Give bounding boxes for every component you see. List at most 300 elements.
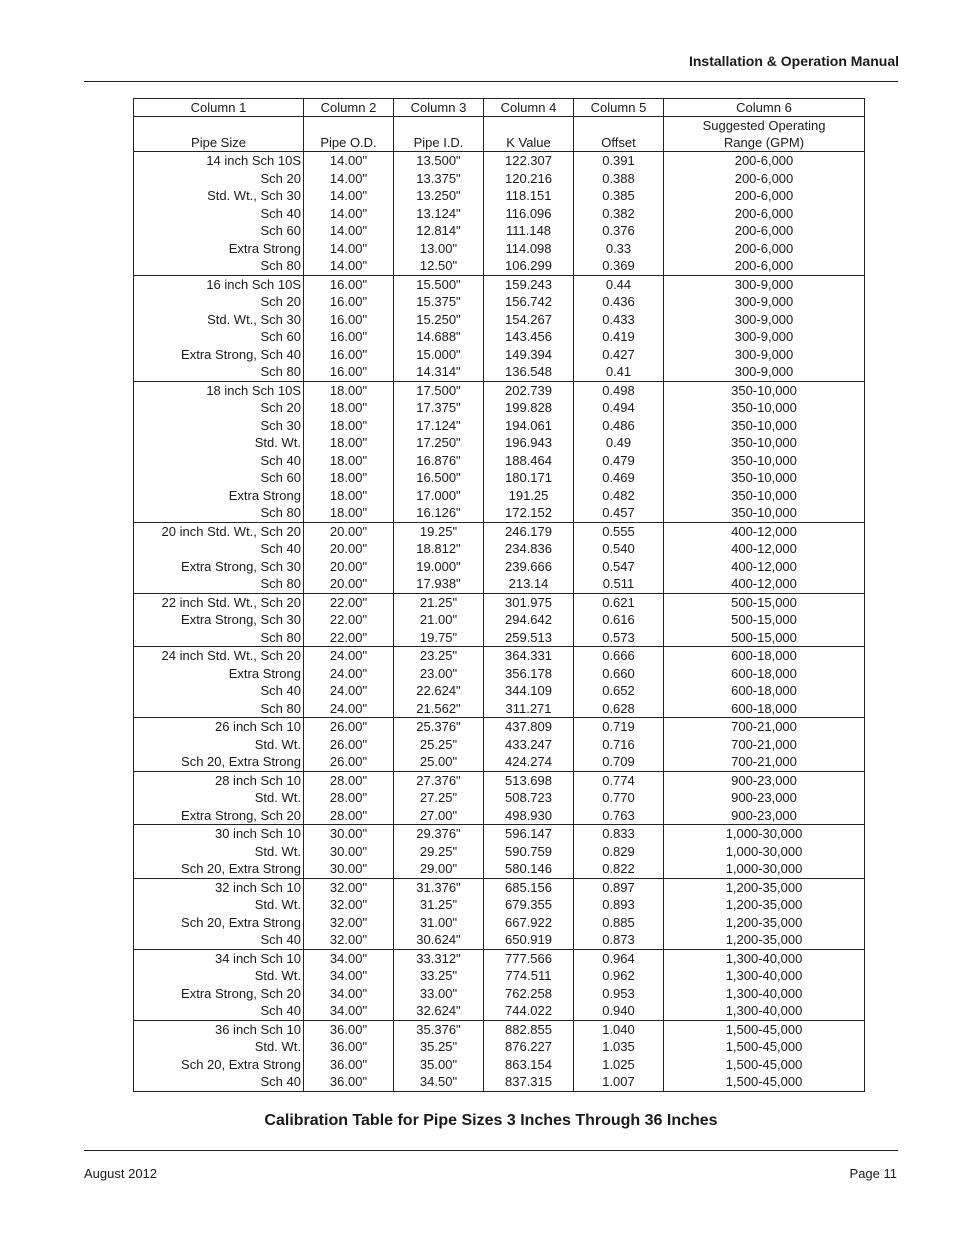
table-row xyxy=(134,434,865,452)
pipe-size-group xyxy=(134,275,865,381)
table-cell: 14.00" xyxy=(304,170,394,188)
table-cell: Std. Wt. xyxy=(134,434,304,452)
table-cell: 1,500-45,000 xyxy=(664,1073,865,1091)
table-cell: 14.00" xyxy=(304,257,394,275)
table-cell: Std. Wt., Sch 30 xyxy=(134,311,304,329)
column-label-row xyxy=(134,117,865,152)
table-cell: 596.147 xyxy=(484,825,574,843)
table-cell: 20 inch Std. Wt., Sch 20 xyxy=(134,522,304,540)
table-cell: 364.331 xyxy=(484,647,574,665)
table-cell: 29.376" xyxy=(394,825,484,843)
table-cell: 16.00" xyxy=(304,311,394,329)
table-cell: Extra Strong xyxy=(134,665,304,683)
table-cell: 1,500-45,000 xyxy=(664,1038,865,1056)
table-cell: 0.479 xyxy=(574,452,664,470)
table-cell: 34.00" xyxy=(304,967,394,985)
table-cell: Extra Strong, Sch 30 xyxy=(134,558,304,576)
table-cell: 0.494 xyxy=(574,399,664,417)
table-cell: 300-9,000 xyxy=(664,363,865,381)
table-cell: 0.391 xyxy=(574,152,664,170)
table-cell: 1,300-40,000 xyxy=(664,967,865,985)
table-cell: 246.179 xyxy=(484,522,574,540)
table-cell: Sch 60 xyxy=(134,469,304,487)
table-cell: Extra Strong, Sch 20 xyxy=(134,985,304,1003)
table-cell: 16.00" xyxy=(304,275,394,293)
table-cell: Extra Strong, Sch 40 xyxy=(134,346,304,364)
table-cell: 33.312" xyxy=(394,949,484,967)
table-cell: 32 inch Sch 10 xyxy=(134,878,304,896)
table-cell: 1,000-30,000 xyxy=(664,860,865,878)
table-cell: 26 inch Sch 10 xyxy=(134,718,304,736)
table-row xyxy=(134,417,865,435)
table-cell: 13.250" xyxy=(394,187,484,205)
table-cell: 19.000" xyxy=(394,558,484,576)
table-cell: Sch 40 xyxy=(134,1002,304,1020)
table-cell: 0.621 xyxy=(574,593,664,611)
table-row xyxy=(134,985,865,1003)
table-cell: 35.376" xyxy=(394,1020,484,1038)
pipe-size-group xyxy=(134,771,865,825)
table-cell: 36.00" xyxy=(304,1020,394,1038)
table-cell: 1,000-30,000 xyxy=(664,825,865,843)
table-cell: Sch 40 xyxy=(134,1073,304,1091)
table-cell: 16.00" xyxy=(304,363,394,381)
table-cell: 22 inch Std. Wt., Sch 20 xyxy=(134,593,304,611)
table-cell: 19.25" xyxy=(394,522,484,540)
table-cell: Sch 80 xyxy=(134,363,304,381)
table-cell: 350-10,000 xyxy=(664,434,865,452)
table-cell: 200-6,000 xyxy=(664,152,865,170)
table-row xyxy=(134,878,865,896)
table-caption: Calibration Table for Pipe Sizes 3 Inches Through 36 Inches xyxy=(264,1112,718,1129)
table-row xyxy=(134,1038,865,1056)
table-cell: Sch 60 xyxy=(134,222,304,240)
table-cell: Extra Strong xyxy=(134,240,304,258)
table-cell: 18.812" xyxy=(394,540,484,558)
column-number: Column 2 xyxy=(304,99,394,117)
table-row xyxy=(134,736,865,754)
table-cell: 0.41 xyxy=(574,363,664,381)
table-cell: 1,500-45,000 xyxy=(664,1056,865,1074)
table-cell: Std. Wt., Sch 30 xyxy=(134,187,304,205)
table-cell: 27.376" xyxy=(394,771,484,789)
table-cell: 34 inch Sch 10 xyxy=(134,949,304,967)
table-row xyxy=(134,275,865,293)
table-cell: 200-6,000 xyxy=(664,187,865,205)
table-cell: Extra Strong, Sch 30 xyxy=(134,611,304,629)
table-cell: 13.375" xyxy=(394,170,484,188)
table-cell: 24.00" xyxy=(304,700,394,718)
table-row xyxy=(134,452,865,470)
table-cell: 23.25" xyxy=(394,647,484,665)
table-cell: 16.500" xyxy=(394,469,484,487)
table-row xyxy=(134,825,865,843)
table-cell: 34.50" xyxy=(394,1073,484,1091)
table-row xyxy=(134,152,865,170)
table-cell: 0.616 xyxy=(574,611,664,629)
table-cell: 0.555 xyxy=(574,522,664,540)
table-cell: 0.885 xyxy=(574,914,664,932)
pipe-size-group xyxy=(134,1020,865,1091)
table-cell: 32.00" xyxy=(304,878,394,896)
table-cell: 259.513 xyxy=(484,629,574,647)
table-cell: 1.025 xyxy=(574,1056,664,1074)
table-cell: Extra Strong, Sch 20 xyxy=(134,807,304,825)
table-cell: 0.573 xyxy=(574,629,664,647)
table-row xyxy=(134,205,865,223)
table-row xyxy=(134,1020,865,1038)
table-row xyxy=(134,665,865,683)
pipe-size-group xyxy=(134,522,865,593)
table-row xyxy=(134,931,865,949)
table-row xyxy=(134,170,865,188)
table-cell: 200-6,000 xyxy=(664,170,865,188)
column-label-k-value: K Value xyxy=(484,117,574,152)
table-row xyxy=(134,469,865,487)
table-cell: 24.00" xyxy=(304,682,394,700)
table-cell: 13.124" xyxy=(394,205,484,223)
table-cell: 350-10,000 xyxy=(664,504,865,522)
table-cell: 28.00" xyxy=(304,807,394,825)
table-cell: 29.00" xyxy=(394,860,484,878)
table-cell: 17.000" xyxy=(394,487,484,505)
table-cell: 0.385 xyxy=(574,187,664,205)
table-cell: 837.315 xyxy=(484,1073,574,1091)
table-cell: 500-15,000 xyxy=(664,629,865,647)
table-cell: 17.124" xyxy=(394,417,484,435)
table-cell: 14.00" xyxy=(304,152,394,170)
table-cell: 0.382 xyxy=(574,205,664,223)
table-cell: 14.314" xyxy=(394,363,484,381)
table-cell: 0.719 xyxy=(574,718,664,736)
table-cell: Sch 80 xyxy=(134,629,304,647)
table-cell: 350-10,000 xyxy=(664,381,865,399)
pipe-size-group xyxy=(134,718,865,772)
table-cell: 876.227 xyxy=(484,1038,574,1056)
table-cell: 18.00" xyxy=(304,469,394,487)
table-cell: 0.511 xyxy=(574,575,664,593)
table-cell: 400-12,000 xyxy=(664,540,865,558)
table-cell: 0.49 xyxy=(574,434,664,452)
table-cell: Std. Wt. xyxy=(134,896,304,914)
table-cell: 36 inch Sch 10 xyxy=(134,1020,304,1038)
table-cell: 12.50" xyxy=(394,257,484,275)
table-cell: 25.25" xyxy=(394,736,484,754)
table-cell: 26.00" xyxy=(304,736,394,754)
operating-range-label-line2: Range (GPM) xyxy=(723,135,805,150)
table-cell: 32.00" xyxy=(304,896,394,914)
table-cell: 120.216 xyxy=(484,170,574,188)
table-row xyxy=(134,540,865,558)
table-row xyxy=(134,771,865,789)
table-cell: 35.00" xyxy=(394,1056,484,1074)
table-cell: 33.25" xyxy=(394,967,484,985)
table-row xyxy=(134,949,865,967)
table-row xyxy=(134,328,865,346)
table-cell: 1.035 xyxy=(574,1038,664,1056)
table-header xyxy=(134,99,865,152)
table-cell: 18.00" xyxy=(304,452,394,470)
pipe-size-group xyxy=(134,825,865,879)
table-cell: 400-12,000 xyxy=(664,558,865,576)
table-cell: 0.833 xyxy=(574,825,664,843)
table-cell: 0.774 xyxy=(574,771,664,789)
table-cell: 300-9,000 xyxy=(664,311,865,329)
table-cell: 114.098 xyxy=(484,240,574,258)
table-cell: 34.00" xyxy=(304,1002,394,1020)
column-number-row xyxy=(134,99,865,117)
table-cell: 12.814" xyxy=(394,222,484,240)
table-cell: 18.00" xyxy=(304,381,394,399)
table-cell: 20.00" xyxy=(304,558,394,576)
table-cell: 24 inch Std. Wt., Sch 20 xyxy=(134,647,304,665)
table-cell: 36.00" xyxy=(304,1038,394,1056)
table-cell: 0.486 xyxy=(574,417,664,435)
table-cell: 0.469 xyxy=(574,469,664,487)
table-cell: 300-9,000 xyxy=(664,346,865,364)
table-cell: 18.00" xyxy=(304,434,394,452)
table-cell: 32.00" xyxy=(304,931,394,949)
table-cell: 350-10,000 xyxy=(664,452,865,470)
table-cell: 1,200-35,000 xyxy=(664,896,865,914)
pipe-size-group xyxy=(134,949,865,1020)
table-cell: 433.247 xyxy=(484,736,574,754)
table-cell: 0.716 xyxy=(574,736,664,754)
table-cell: 0.829 xyxy=(574,843,664,861)
table-cell: 26.00" xyxy=(304,753,394,771)
table-cell: 685.156 xyxy=(484,878,574,896)
table-cell: 0.893 xyxy=(574,896,664,914)
table-cell: 0.498 xyxy=(574,381,664,399)
table-cell: 196.943 xyxy=(484,434,574,452)
table-row xyxy=(134,629,865,647)
table-cell: 23.00" xyxy=(394,665,484,683)
table-cell: Std. Wt. xyxy=(134,967,304,985)
table-cell: 234.836 xyxy=(484,540,574,558)
table-cell: 22.00" xyxy=(304,629,394,647)
table-cell: Std. Wt. xyxy=(134,736,304,754)
table-cell: 590.759 xyxy=(484,843,574,861)
table-cell: 36.00" xyxy=(304,1073,394,1091)
table-cell: 0.770 xyxy=(574,789,664,807)
table-cell: 159.243 xyxy=(484,275,574,293)
table-cell: Sch 80 xyxy=(134,700,304,718)
table-cell: 0.369 xyxy=(574,257,664,275)
table-row xyxy=(134,1002,865,1020)
table-cell: 199.828 xyxy=(484,399,574,417)
table-cell: 188.464 xyxy=(484,452,574,470)
table-cell: 18.00" xyxy=(304,417,394,435)
table-cell: 16.126" xyxy=(394,504,484,522)
table-cell: Sch 40 xyxy=(134,540,304,558)
table-cell: 0.540 xyxy=(574,540,664,558)
table-row xyxy=(134,346,865,364)
table-cell: Sch 80 xyxy=(134,504,304,522)
table-cell: 156.742 xyxy=(484,293,574,311)
table-cell: 27.25" xyxy=(394,789,484,807)
table-cell: 25.376" xyxy=(394,718,484,736)
table-cell: 31.00" xyxy=(394,914,484,932)
table-row xyxy=(134,753,865,771)
table-cell: 0.376 xyxy=(574,222,664,240)
table-cell: 202.739 xyxy=(484,381,574,399)
table-cell: 14.00" xyxy=(304,222,394,240)
page-number: Page 11 xyxy=(849,1166,897,1181)
pipe-size-group xyxy=(134,593,865,647)
table-cell: 14.00" xyxy=(304,240,394,258)
table-cell: 14 inch Sch 10S xyxy=(134,152,304,170)
table-cell: Sch 30 xyxy=(134,417,304,435)
pipe-size-group xyxy=(134,878,865,949)
table-cell: 498.930 xyxy=(484,807,574,825)
table-cell: 31.25" xyxy=(394,896,484,914)
table-cell: 34.00" xyxy=(304,949,394,967)
column-number: Column 3 xyxy=(394,99,484,117)
table-cell: 16.00" xyxy=(304,346,394,364)
table-cell: 14.00" xyxy=(304,205,394,223)
table-cell: Sch 20 xyxy=(134,293,304,311)
table-cell: 580.146 xyxy=(484,860,574,878)
table-cell: Sch 40 xyxy=(134,931,304,949)
table-cell: 15.000" xyxy=(394,346,484,364)
operating-range-label-line1: Suggested Operating xyxy=(702,118,826,133)
table-cell: 26.00" xyxy=(304,718,394,736)
table-cell: 300-9,000 xyxy=(664,328,865,346)
table-cell: 32.00" xyxy=(304,914,394,932)
table-cell: 200-6,000 xyxy=(664,222,865,240)
table-cell: 311.271 xyxy=(484,700,574,718)
table-cell: 180.171 xyxy=(484,469,574,487)
table-cell: 600-18,000 xyxy=(664,647,865,665)
table-cell: 18 inch Sch 10S xyxy=(134,381,304,399)
manual-title: Installation & Operation Manual xyxy=(688,53,899,69)
table-cell: 143.456 xyxy=(484,328,574,346)
table-cell: 149.394 xyxy=(484,346,574,364)
table-cell: 900-23,000 xyxy=(664,807,865,825)
column-label-operating-range xyxy=(664,117,865,152)
pipe-size-group xyxy=(134,381,865,522)
table-row xyxy=(134,682,865,700)
table-cell: 356.178 xyxy=(484,665,574,683)
table-cell: 22.00" xyxy=(304,611,394,629)
table-cell: 350-10,000 xyxy=(664,487,865,505)
table-row xyxy=(134,240,865,258)
table-cell: 650.919 xyxy=(484,931,574,949)
table-cell: Sch 20 xyxy=(134,170,304,188)
table-cell: 350-10,000 xyxy=(664,399,865,417)
pipe-size-group xyxy=(134,647,865,718)
table-row xyxy=(134,593,865,611)
table-cell: 14.00" xyxy=(304,187,394,205)
table-cell: 19.75" xyxy=(394,629,484,647)
table-cell: 28.00" xyxy=(304,789,394,807)
table-row xyxy=(134,293,865,311)
table-cell: Std. Wt. xyxy=(134,789,304,807)
table-cell: Sch 20, Extra Strong xyxy=(134,860,304,878)
table-cell: 0.436 xyxy=(574,293,664,311)
header-divider xyxy=(84,81,898,82)
table-cell: 1,300-40,000 xyxy=(664,1002,865,1020)
pipe-size-group xyxy=(134,152,865,276)
column-label-pipe-id: Pipe I.D. xyxy=(394,117,484,152)
table-cell: 200-6,000 xyxy=(664,240,865,258)
table-cell: 0.33 xyxy=(574,240,664,258)
table-cell: 13.500" xyxy=(394,152,484,170)
table-cell: Sch 40 xyxy=(134,452,304,470)
table-cell: 0.763 xyxy=(574,807,664,825)
table-cell: 667.922 xyxy=(484,914,574,932)
table-cell: 0.44 xyxy=(574,275,664,293)
table-cell: 18.00" xyxy=(304,487,394,505)
table-cell: 0.482 xyxy=(574,487,664,505)
table-cell: 21.25" xyxy=(394,593,484,611)
table-row xyxy=(134,611,865,629)
table-cell: 300-9,000 xyxy=(664,293,865,311)
table-cell: Std. Wt. xyxy=(134,843,304,861)
table-cell: 1,200-35,000 xyxy=(664,931,865,949)
table-cell: 0.964 xyxy=(574,949,664,967)
table-cell: 32.624" xyxy=(394,1002,484,1020)
table-cell: 172.152 xyxy=(484,504,574,522)
table-row xyxy=(134,843,865,861)
table-row xyxy=(134,311,865,329)
table-cell: 106.299 xyxy=(484,257,574,275)
table-cell: 30.624" xyxy=(394,931,484,949)
calibration-table xyxy=(133,98,865,1092)
table-cell: 13.00" xyxy=(394,240,484,258)
table-cell: 300-9,000 xyxy=(664,275,865,293)
table-cell: 30 inch Sch 10 xyxy=(134,825,304,843)
footer-divider xyxy=(84,1150,898,1151)
table-cell: 0.953 xyxy=(574,985,664,1003)
column-number: Column 6 xyxy=(664,99,865,117)
table-cell: Sch 20, Extra Strong xyxy=(134,914,304,932)
table-cell: 20.00" xyxy=(304,522,394,540)
table-cell: 350-10,000 xyxy=(664,469,865,487)
table-cell: 118.151 xyxy=(484,187,574,205)
table-row xyxy=(134,914,865,932)
table-row xyxy=(134,257,865,275)
table-row xyxy=(134,399,865,417)
table-cell: 213.14 xyxy=(484,575,574,593)
table-cell: Sch 60 xyxy=(134,328,304,346)
table-cell: 900-23,000 xyxy=(664,789,865,807)
table-cell: 31.376" xyxy=(394,878,484,896)
table-cell: 777.566 xyxy=(484,949,574,967)
table-cell: 294.642 xyxy=(484,611,574,629)
table-row xyxy=(134,558,865,576)
table-cell: 700-21,000 xyxy=(664,736,865,754)
table-cell: 0.873 xyxy=(574,931,664,949)
table-cell: Std. Wt. xyxy=(134,1038,304,1056)
table-cell: 154.267 xyxy=(484,311,574,329)
table-cell: 15.500" xyxy=(394,275,484,293)
table-cell: 200-6,000 xyxy=(664,205,865,223)
table-cell: 0.962 xyxy=(574,967,664,985)
table-cell: 600-18,000 xyxy=(664,682,865,700)
table-cell: 0.897 xyxy=(574,878,664,896)
table-cell: 122.307 xyxy=(484,152,574,170)
table-row xyxy=(134,700,865,718)
table-cell: 22.00" xyxy=(304,593,394,611)
table-row xyxy=(134,522,865,540)
table-cell: 17.250" xyxy=(394,434,484,452)
table-row xyxy=(134,1056,865,1074)
table-cell: 700-21,000 xyxy=(664,753,865,771)
table-cell: 0.709 xyxy=(574,753,664,771)
column-label-pipe-od: Pipe O.D. xyxy=(304,117,394,152)
table-cell: 24.00" xyxy=(304,647,394,665)
